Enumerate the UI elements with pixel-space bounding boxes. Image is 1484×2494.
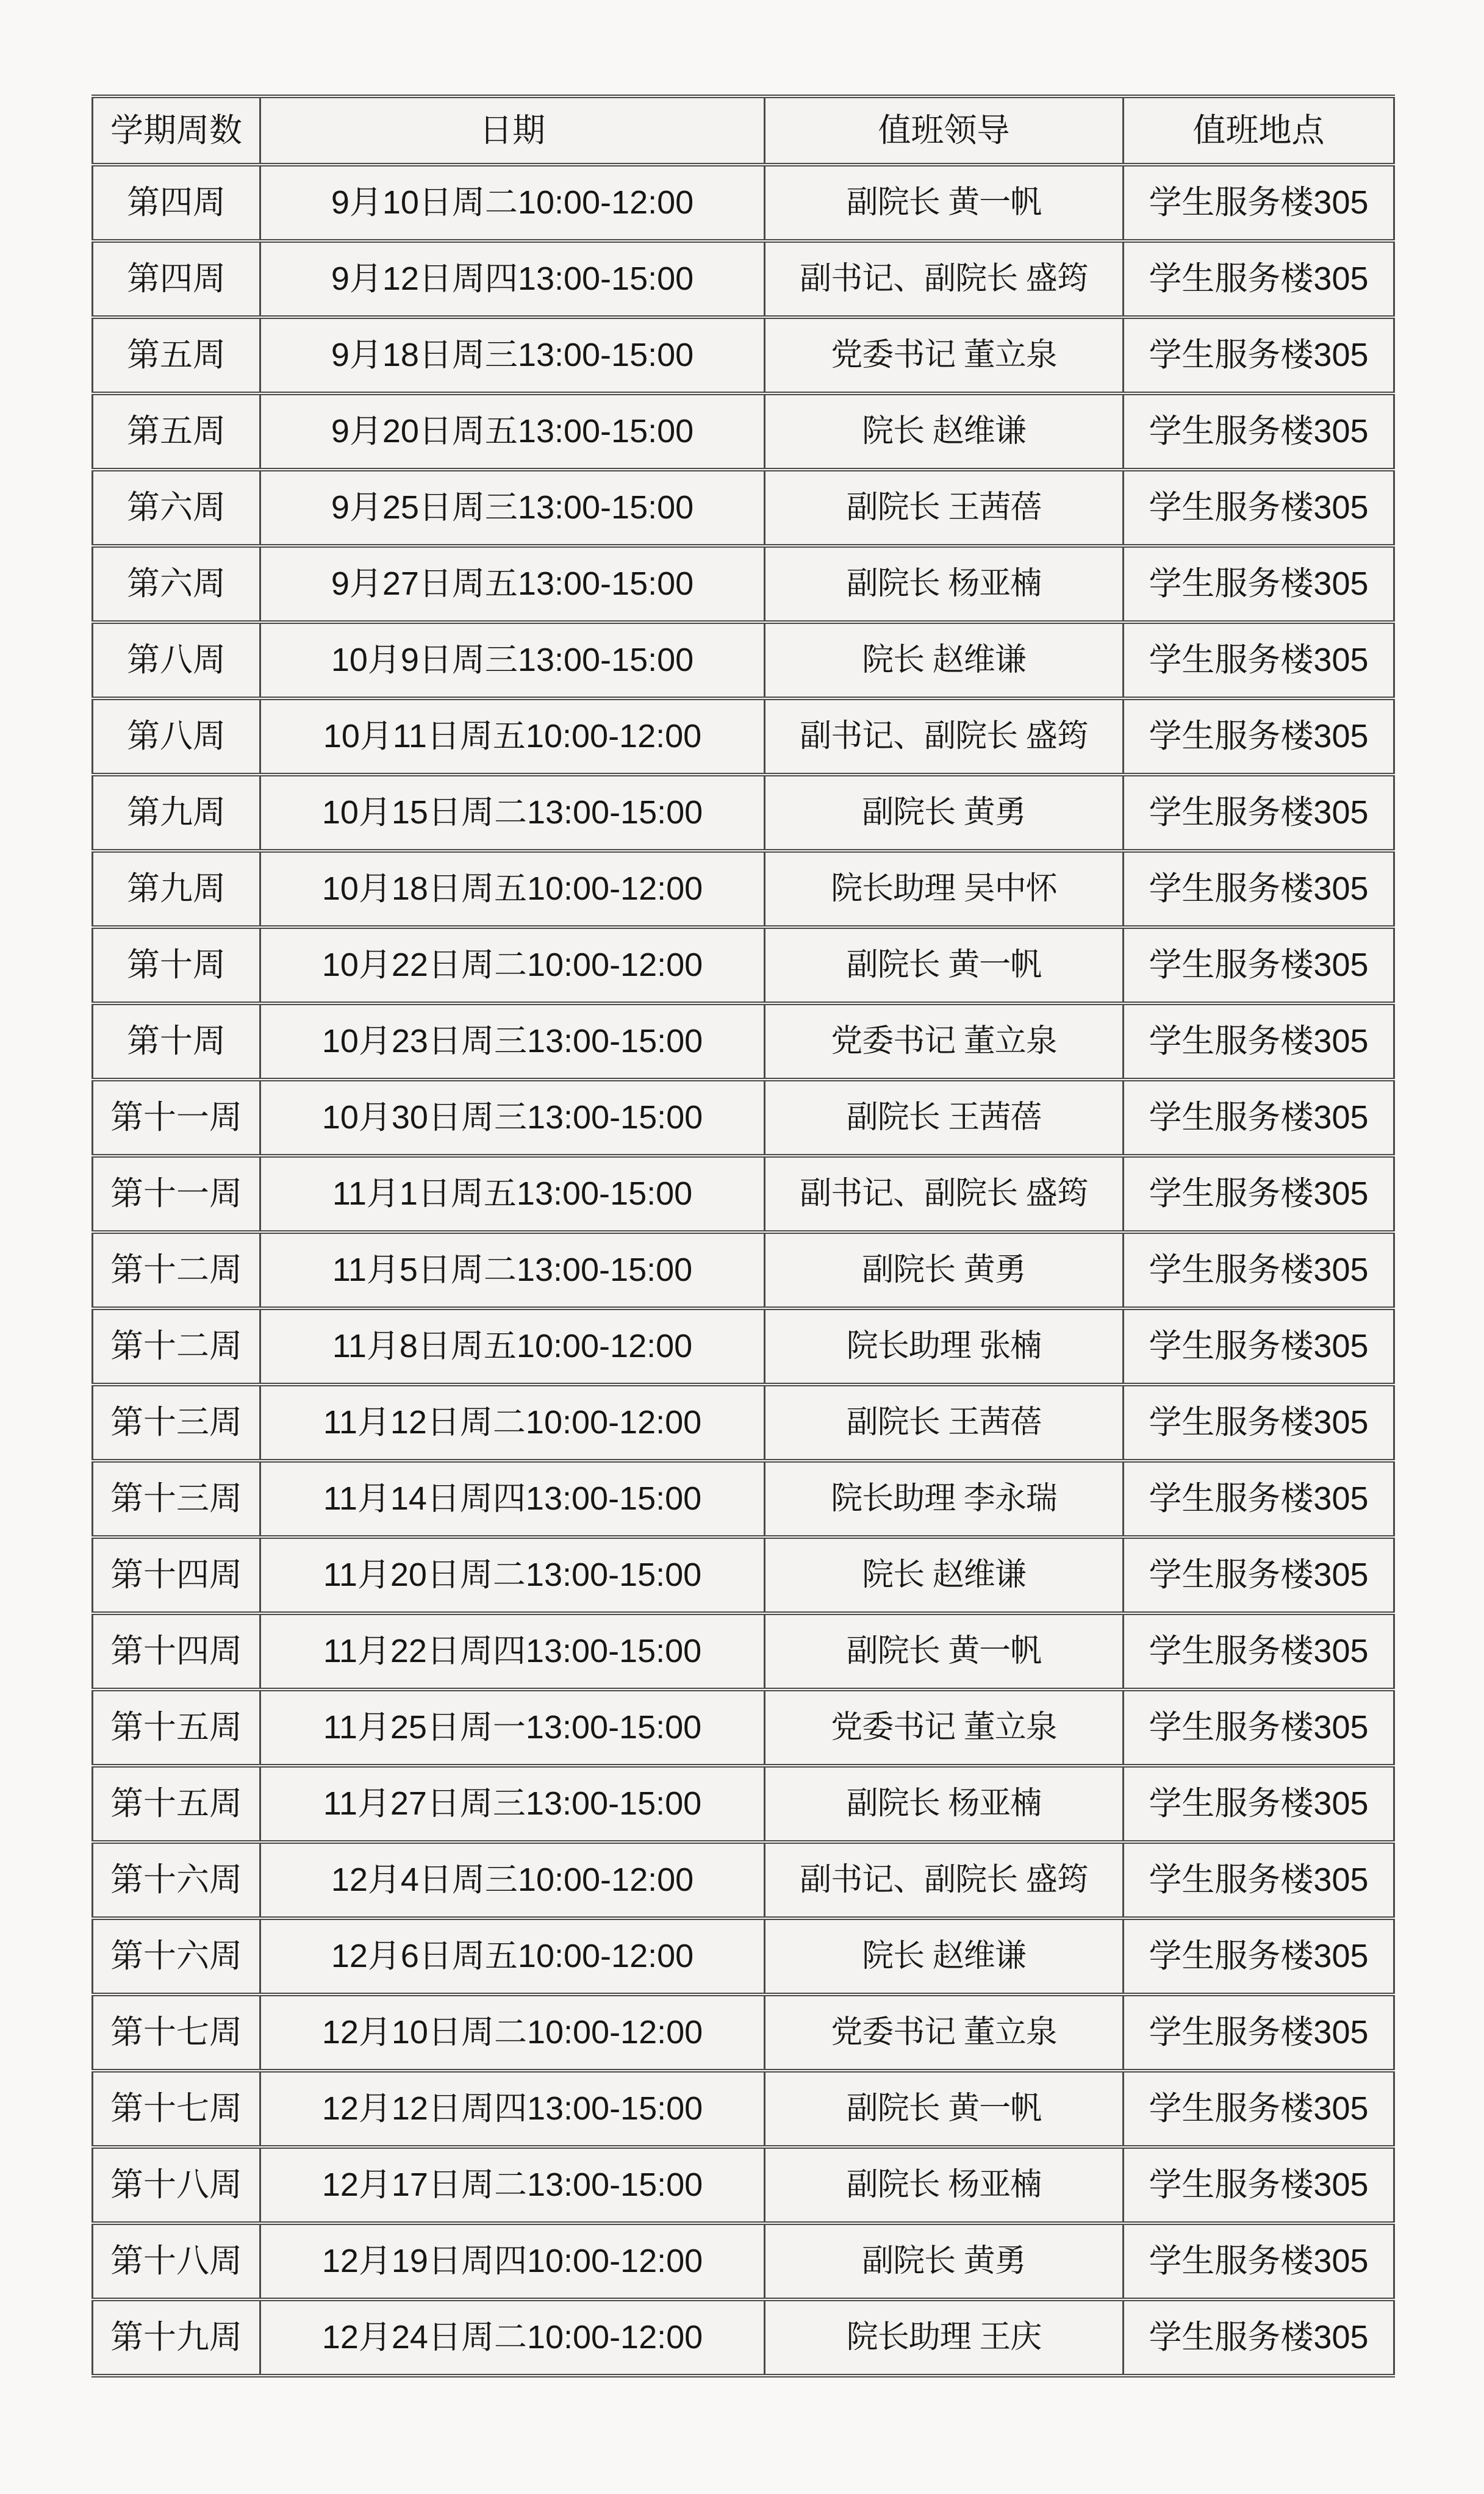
cell-week: 第十七周 [93,2071,260,2147]
cell-date: 10月11日周五10:00-12:00 [260,698,765,775]
table-row [93,1003,1394,1080]
cell-date: 9月12日周四13:00-15:00 [260,241,765,317]
cell-location: 学生服务楼305 [1124,1461,1394,1537]
cell-location: 学生服务楼305 [1124,1385,1394,1461]
cell-leader: 院长助理 张楠 [765,1308,1124,1385]
cell-location: 学生服务楼305 [1124,1613,1394,1690]
cell-location: 学生服务楼305 [1124,1308,1394,1385]
table-row [93,698,1394,775]
cell-week: 第五周 [93,317,260,393]
cell-date: 9月20日周五13:00-15:00 [260,393,765,470]
cell-location: 学生服务楼305 [1124,851,1394,927]
table-row [93,1918,1394,1994]
cell-location: 学生服务楼305 [1124,2223,1394,2299]
cell-week: 第八周 [93,622,260,698]
cell-week: 第六周 [93,546,260,622]
cell-location: 学生服务楼305 [1124,241,1394,317]
cell-leader: 副院长 黄一帆 [765,2071,1124,2147]
table-header [93,96,1394,165]
cell-leader: 副书记、副院长 盛筠 [765,1156,1124,1232]
cell-leader: 副院长 黄一帆 [765,927,1124,1003]
cell-location: 学生服务楼305 [1124,1537,1394,1613]
cell-location: 学生服务楼305 [1124,1918,1394,1994]
table-row [93,1461,1394,1537]
cell-leader: 副院长 黄勇 [765,1232,1124,1308]
cell-leader: 副院长 黄一帆 [765,165,1124,241]
cell-date: 12月12日周四13:00-15:00 [260,2071,765,2147]
table-row [93,1690,1394,1766]
cell-date: 10月30日周三13:00-15:00 [260,1080,765,1156]
cell-week: 第四周 [93,165,260,241]
cell-date: 11月5日周二13:00-15:00 [260,1232,765,1308]
cell-week: 第十五周 [93,1766,260,1842]
table-row [93,241,1394,317]
cell-week: 第十三周 [93,1461,260,1537]
cell-location: 学生服务楼305 [1124,1156,1394,1232]
cell-leader: 副院长 王茜蓓 [765,1385,1124,1461]
cell-location: 学生服务楼305 [1124,1842,1394,1918]
schedule-table-body [93,165,1394,2376]
cell-date: 10月23日周三13:00-15:00 [260,1003,765,1080]
cell-leader: 副院长 黄一帆 [765,1613,1124,1690]
table-row [93,1080,1394,1156]
table-row [93,1994,1394,2071]
cell-date: 12月4日周三10:00-12:00 [260,1842,765,1918]
cell-date: 12月17日周二13:00-15:00 [260,2147,765,2223]
header-row [93,96,1394,165]
cell-leader: 副书记、副院长 盛筠 [765,698,1124,775]
table-row [93,1842,1394,1918]
table-row [93,2147,1394,2223]
cell-week: 第九周 [93,775,260,851]
cell-week: 第十三周 [93,1385,260,1461]
cell-date: 11月25日周一13:00-15:00 [260,1690,765,1766]
table-row [93,2223,1394,2299]
table-row [93,165,1394,241]
cell-location: 学生服务楼305 [1124,622,1394,698]
cell-week: 第十八周 [93,2223,260,2299]
cell-week: 第十周 [93,927,260,1003]
cell-leader: 副院长 杨亚楠 [765,546,1124,622]
table-row [93,470,1394,546]
cell-date: 12月6日周五10:00-12:00 [260,1918,765,1994]
header-leader: 值班领导 [765,96,1124,165]
table-row [93,1613,1394,1690]
cell-date: 9月27日周五13:00-15:00 [260,546,765,622]
table-row [93,851,1394,927]
header-date: 日期 [260,96,765,165]
cell-location: 学生服务楼305 [1124,698,1394,775]
cell-week: 第十一周 [93,1080,260,1156]
header-location: 值班地点 [1124,96,1394,165]
cell-date: 10月9日周三13:00-15:00 [260,622,765,698]
cell-location: 学生服务楼305 [1124,775,1394,851]
table-row [93,393,1394,470]
cell-week: 第十周 [93,1003,260,1080]
cell-date: 11月8日周五10:00-12:00 [260,1308,765,1385]
cell-week: 第十二周 [93,1308,260,1385]
cell-leader: 院长 赵维谦 [765,393,1124,470]
cell-date: 11月1日周五13:00-15:00 [260,1156,765,1232]
cell-leader: 院长助理 吴中怀 [765,851,1124,927]
cell-week: 第四周 [93,241,260,317]
cell-leader: 副院长 黄勇 [765,775,1124,851]
cell-date: 11月27日周三13:00-15:00 [260,1766,765,1842]
cell-week: 第五周 [93,393,260,470]
cell-leader: 党委书记 董立泉 [765,1690,1124,1766]
cell-location: 学生服务楼305 [1124,2071,1394,2147]
cell-week: 第十五周 [93,1690,260,1766]
table-row [93,775,1394,851]
table-row [93,546,1394,622]
cell-location: 学生服务楼305 [1124,546,1394,622]
cell-week: 第十九周 [93,2299,260,2376]
cell-week: 第十七周 [93,1994,260,2071]
header-week: 学期周数 [93,96,260,165]
table-row [93,317,1394,393]
table-row [93,2299,1394,2376]
cell-week: 第八周 [93,698,260,775]
table-row [93,1766,1394,1842]
cell-location: 学生服务楼305 [1124,1080,1394,1156]
cell-date: 11月14日周四13:00-15:00 [260,1461,765,1537]
cell-location: 学生服务楼305 [1124,2147,1394,2223]
cell-date: 11月22日周四13:00-15:00 [260,1613,765,1690]
cell-date: 9月10日周二10:00-12:00 [260,165,765,241]
cell-leader: 院长 赵维谦 [765,622,1124,698]
cell-leader: 院长 赵维谦 [765,1918,1124,1994]
cell-leader: 党委书记 董立泉 [765,317,1124,393]
cell-location: 学生服务楼305 [1124,165,1394,241]
cell-week: 第十四周 [93,1613,260,1690]
cell-week: 第十二周 [93,1232,260,1308]
cell-leader: 副院长 王茜蓓 [765,1080,1124,1156]
cell-location: 学生服务楼305 [1124,1690,1394,1766]
cell-location: 学生服务楼305 [1124,1994,1394,2071]
table-row [93,1232,1394,1308]
cell-location: 学生服务楼305 [1124,2299,1394,2376]
cell-location: 学生服务楼305 [1124,470,1394,546]
cell-location: 学生服务楼305 [1124,1766,1394,1842]
cell-location: 学生服务楼305 [1124,1003,1394,1080]
cell-leader: 副书记、副院长 盛筠 [765,1842,1124,1918]
cell-leader: 副院长 杨亚楠 [765,2147,1124,2223]
cell-date: 10月18日周五10:00-12:00 [260,851,765,927]
cell-date: 12月19日周四10:00-12:00 [260,2223,765,2299]
cell-leader: 党委书记 董立泉 [765,1994,1124,2071]
cell-leader: 副院长 杨亚楠 [765,1766,1124,1842]
cell-week: 第十六周 [93,1842,260,1918]
table-row [93,622,1394,698]
table-row [93,1385,1394,1461]
table-row [93,1308,1394,1385]
cell-week: 第六周 [93,470,260,546]
cell-week: 第十一周 [93,1156,260,1232]
cell-date: 12月10日周二10:00-12:00 [260,1994,765,2071]
table-row [93,1156,1394,1232]
cell-leader: 副院长 王茜蓓 [765,470,1124,546]
cell-week: 第九周 [93,851,260,927]
cell-date: 9月18日周三13:00-15:00 [260,317,765,393]
cell-date: 10月15日周二13:00-15:00 [260,775,765,851]
cell-date: 9月25日周三13:00-15:00 [260,470,765,546]
cell-week: 第十六周 [93,1918,260,1994]
table-row [93,2071,1394,2147]
table-row [93,927,1394,1003]
cell-date: 12月24日周二10:00-12:00 [260,2299,765,2376]
cell-leader: 副院长 黄勇 [765,2223,1124,2299]
cell-leader: 副书记、副院长 盛筠 [765,241,1124,317]
cell-leader: 院长助理 王庆 [765,2299,1124,2376]
cell-location: 学生服务楼305 [1124,317,1394,393]
duty-schedule-table [91,95,1395,2378]
cell-location: 学生服务楼305 [1124,393,1394,470]
cell-date: 11月20日周二13:00-15:00 [260,1537,765,1613]
cell-leader: 院长 赵维谦 [765,1537,1124,1613]
cell-leader: 党委书记 董立泉 [765,1003,1124,1080]
cell-location: 学生服务楼305 [1124,1232,1394,1308]
cell-date: 10月22日周二10:00-12:00 [260,927,765,1003]
cell-week: 第十八周 [93,2147,260,2223]
cell-date: 11月12日周二10:00-12:00 [260,1385,765,1461]
cell-leader: 院长助理 李永瑞 [765,1461,1124,1537]
cell-week: 第十四周 [93,1537,260,1613]
cell-location: 学生服务楼305 [1124,927,1394,1003]
table-row [93,1537,1394,1613]
